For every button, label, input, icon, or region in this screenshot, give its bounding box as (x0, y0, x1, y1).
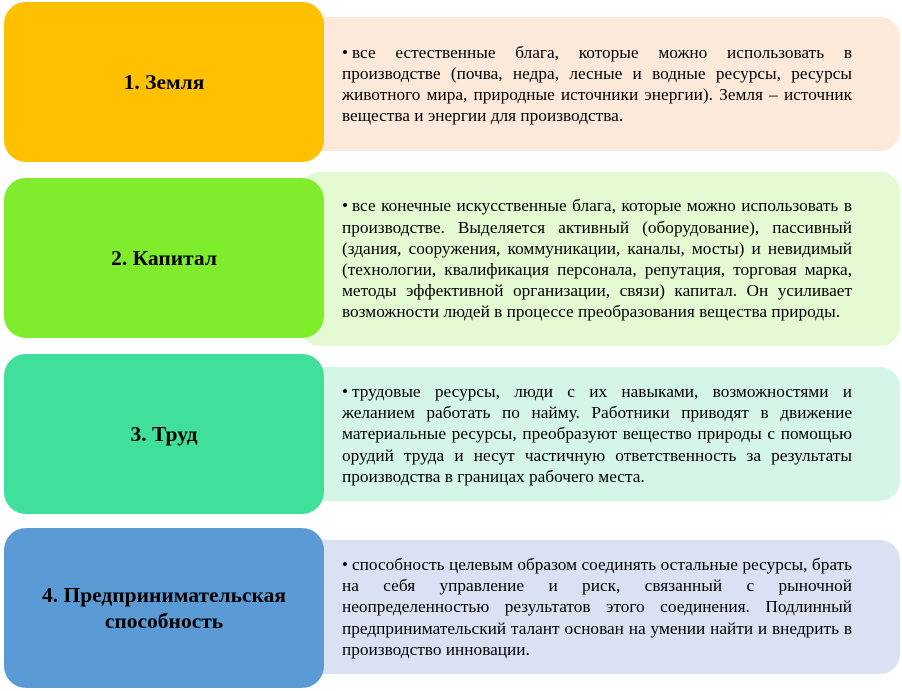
label-labor: 3. Труд (130, 422, 198, 446)
bullet-marker: • (342, 381, 349, 401)
description-capital: все конечные искусственные блага, которые можно использовать в производстве. Выделяется активный (оборудование), пассивный (здания, сооружения, коммуникации, каналы, мосты) и невидимый (технологии, квалификация персонала, репутация, торговая марка, методы эффективной организации, связи) капитал. Он усиливает возможности людей в процессе преобразования вещества природы. (342, 196, 852, 322)
bullet-marker: • (342, 554, 349, 574)
description-labor: трудовые ресурсы, люди с их навыками, возможностями и желанием работать по найму. Работники приводят в движение материальные ресурсы, преобразуют вещество природы с помощью орудий труда и несут частичную ответственность за результаты производства в границах рабочего места. (342, 381, 852, 486)
description-text-labor (342, 381, 852, 487)
description-box-entrepreneurship (300, 540, 900, 674)
bullet-marker: • (342, 196, 349, 216)
description-text-land (342, 42, 852, 127)
label-box-entrepreneurship (4, 528, 324, 688)
label-box-land (4, 2, 324, 162)
bullet-marker: • (342, 42, 349, 62)
description-text-entrepreneurship (342, 554, 852, 660)
description-box-labor (300, 367, 900, 501)
label-entrepreneurship: 4. Предпринимательская способность (41, 583, 287, 633)
label-box-labor (4, 354, 324, 514)
description-entrepreneurship: способность целевым образом соединять остальные ресурсы, брать на себя управление и риск, связанный с рыночной неопределенностью результатов этого соединения. Подлинный предпринимательский талант основан на умении найти и внедрить в производство инновации. (342, 554, 852, 659)
label-capital: 2. Капитал (111, 246, 217, 270)
label-box-capital (4, 178, 324, 338)
description-box-capital (300, 172, 900, 346)
description-box-land (300, 17, 900, 151)
description-text-capital (342, 195, 852, 322)
description-land: все естественные блага, которые можно использовать в производстве (почва, недра, лесные и водные ресурсы, ресурсы животного мира, природные источники энергии). Земля – источник вещества и энергии для производства. (342, 42, 852, 126)
label-land: 1. Земля (123, 70, 205, 94)
